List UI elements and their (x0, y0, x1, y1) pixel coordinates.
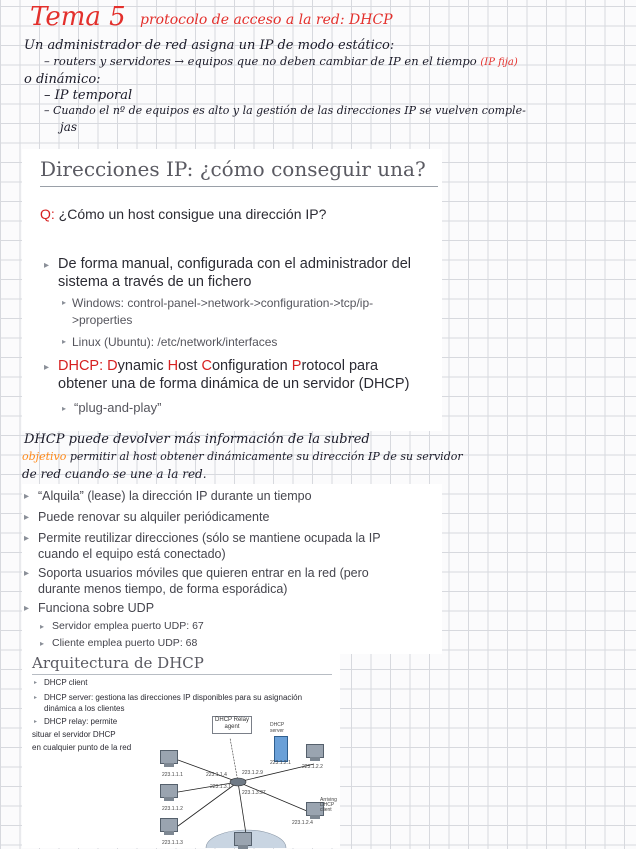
slide1-b2-prefix: DHCP: (58, 358, 104, 374)
slide1-b1: De forma manual, configurada con el administrador del (58, 256, 412, 272)
slide3-b3c: en cualquier punto de la red (32, 743, 132, 752)
server-icon (274, 736, 288, 762)
slide3-marker-2: ▸ (34, 695, 38, 701)
link-relay (230, 738, 238, 782)
ip-label-9: 223.1.2.4 (292, 820, 313, 826)
slide-dhcp-architecture (22, 654, 340, 848)
slide3-title-rule (32, 674, 332, 675)
slide2-item-4: Soporta usuarios móviles que quieren entrar en la red (pero (38, 566, 369, 580)
slide2-sub-marker-2: ▸ (40, 639, 45, 648)
notes-line6: jas (60, 120, 78, 134)
slide2-marker-4: ▸ (24, 568, 30, 579)
slide2-item-3b: cuando el equipo está conectado) (38, 547, 226, 561)
router-icon (230, 778, 246, 786)
pc-icon-1 (160, 750, 178, 764)
slide1-b2-P: P (291, 358, 302, 374)
slide1-b2-C: C (201, 358, 212, 374)
pc-icon-6 (234, 832, 252, 846)
slide1-b1-s1b: >properties (72, 313, 133, 327)
slide1-b2-H: H (167, 358, 179, 374)
notes-line3: o dinámico: (24, 72, 101, 87)
slide-dhcp-features (22, 484, 442, 654)
notes-dhcp-line2 (22, 450, 463, 463)
notes-title-sub: protocolo de acceso a la red: DHCP (140, 12, 393, 28)
relay-agent-box (212, 716, 252, 734)
slide1-b2-w4: rotocol para (301, 358, 379, 374)
slide1-sub1-marker: ▸ (62, 298, 67, 307)
slide1-b1-s1: Windows: control-panel->network->configuration->tcp/ip- (72, 296, 374, 310)
ip-label-6: 223.1.2.9 (242, 770, 263, 776)
slide1-b2 (58, 358, 378, 374)
slide1-sub2-marker: ▸ (62, 337, 67, 346)
ip-label-4: 223.1.1.4 (206, 772, 227, 778)
slide2-item-1: “Alquila” (lease) la dirección IP durante un tiempo (38, 489, 312, 503)
slide3-marker-3: ▸ (34, 719, 38, 725)
slide2-sub-marker-1: ▸ (40, 622, 45, 631)
slide2-marker-1: ▸ (24, 491, 30, 502)
pc-icon-2 (160, 784, 178, 798)
slide2-item-4b: durante menos tiempo, de forma esporádica) (38, 582, 288, 596)
ip-label-2: 223.1.1.2 (162, 806, 183, 812)
slide1-bullet2-marker: ▸ (44, 362, 50, 373)
notes-title: Tema 5 (30, 2, 126, 32)
slide3-b2b: dinámica a los clientes (44, 704, 125, 713)
slide2-marker-2: ▸ (24, 512, 30, 523)
slide2-item-3: Permite reutilizar direcciones (sólo se mantiene ocupada la IP (38, 531, 381, 545)
ip-label-10: 223.1.3.1 (210, 784, 231, 790)
slide1-b2-w1: ynamic (117, 358, 164, 374)
notes-line5: – Cuando el nº de equipos es alto y la gestión de las direcciones IP se vuelven comple- (44, 104, 526, 117)
slide1-b1b: sistema a través de un fichero (58, 274, 252, 290)
server-label: DHCP server (270, 722, 285, 734)
slide2-item-2: Puede renovar su alquiler periódicamente (38, 510, 270, 524)
slide1-q-label: Q: (40, 206, 55, 222)
notes-objective-label: objetivo (22, 450, 67, 463)
notes-line2 (44, 54, 518, 68)
slide1-b2b: obtener una de forma dinámica de un servidor (DHCP) (58, 376, 410, 392)
slide1-bullet1-marker: ▸ (44, 260, 50, 271)
slide1-b2-w3: onfiguration (211, 358, 288, 374)
notes-line1: Un administrador de red asigna un IP de modo estático: (24, 38, 395, 53)
slide3-title: Arquitectura de DHCP (32, 654, 204, 672)
ip-label-1: 223.1.1.1 (162, 772, 183, 778)
ip-label-5: 223.1.2.1 (270, 760, 291, 766)
slide1-b2-s1: “plug-and-play” (74, 400, 162, 415)
pc-icon-3 (160, 818, 178, 832)
slide2-sub-1: Servidor emplea puerto UDP: 67 (52, 620, 204, 632)
slide1-question (40, 206, 326, 222)
slide-ip-address (22, 149, 442, 431)
slide1-q-text: ¿Cómo un host consigue una dirección IP? (58, 206, 327, 222)
slide1-b2-D: D (107, 358, 118, 374)
client-label: Arriving DHCP client (320, 797, 337, 813)
slide1-b1-s2: Linux (Ubuntu): /etc/network/interfaces (72, 335, 278, 349)
slide3-b3: DHCP relay: permite (44, 717, 118, 726)
slide1-title: Direcciones IP: ¿cómo conseguir una? (40, 157, 426, 181)
notes-dhcp-line1: DHCP puede devolver más información de la subred (24, 432, 370, 447)
notes-line4: – IP temporal (44, 88, 133, 103)
slide2-marker-3: ▸ (24, 533, 30, 544)
relay-agent-label: DHCP Relay agent (215, 717, 249, 730)
slide1-sub3-marker: ▸ (62, 404, 67, 413)
slide1-b2-w2: ost (178, 358, 198, 374)
slide1-title-rule (40, 186, 438, 187)
notes-line2-fixed: (IP fija) (480, 57, 518, 68)
slide2-item-5: Funciona sobre UDP (38, 601, 155, 615)
slide2-marker-5: ▸ (24, 603, 30, 614)
ip-label-7: 223.1.2.2 (302, 764, 323, 770)
slide3-b3b: situar el servidor DHCP (32, 730, 116, 739)
link-router-right (238, 782, 314, 814)
notes-dhcp-line2-text: permitir al host obtener dinámicamente su dirección IP de su servidor (69, 450, 463, 463)
ip-label-8: 223.1.3.27 (242, 790, 266, 796)
notes-line2-text: – routers y servidores → equipos que no deben cambiar de IP en el tiempo (44, 54, 477, 68)
network-diagram (142, 714, 338, 848)
slide3-b2: DHCP server: gestiona las direcciones IP disponibles para su asignación (44, 693, 303, 702)
notes-dhcp-line3: de red cuando se une a la red. (22, 467, 207, 481)
pc-icon-4 (306, 744, 324, 758)
slide3-b1: DHCP client (44, 678, 88, 687)
link-router-left-top (178, 760, 238, 782)
slide2-sub-2: Cliente emplea puerto UDP: 68 (52, 637, 198, 649)
slide3-marker-1: ▸ (34, 680, 38, 686)
ip-label-3: 223.1.1.3 (162, 840, 183, 846)
